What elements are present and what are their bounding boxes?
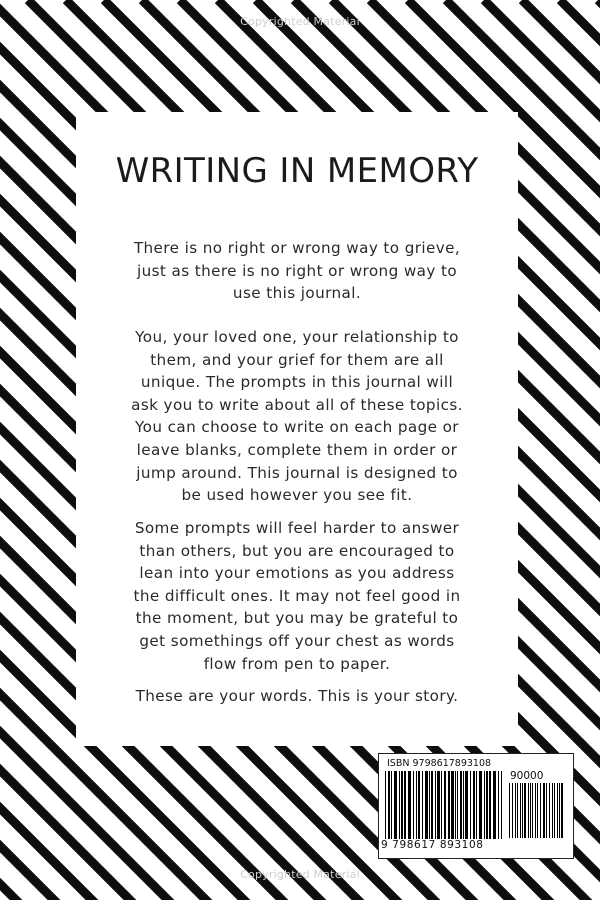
barcode-bar — [493, 771, 496, 839]
text-panel — [76, 112, 518, 746]
barcode-bar — [422, 771, 423, 839]
paragraph-line: lean into your emotions as you address — [139, 564, 455, 583]
paragraph-line: You, your loved one, your relationship to — [135, 328, 459, 346]
barcode-bar — [460, 771, 462, 839]
barcode-bar — [476, 771, 477, 839]
barcode-bar — [470, 771, 471, 839]
barcode-bar — [408, 771, 411, 839]
barcode-bar — [451, 771, 454, 839]
barcode-bar — [549, 783, 550, 838]
barcode-bar — [532, 783, 533, 838]
barcode-bar — [512, 783, 513, 838]
barcode-bar — [517, 783, 518, 838]
barcode-bar — [463, 771, 464, 839]
paragraph-line: You can choose to write on each page or — [135, 418, 459, 437]
barcode-bar — [486, 771, 488, 839]
barcode-bar — [413, 771, 414, 839]
barcode-bar — [484, 771, 485, 839]
paragraph-3 — [86, 517, 508, 675]
barcode-bar — [554, 783, 555, 838]
paragraph-line: use this journal. — [232, 284, 362, 303]
paragraph-line: These are your words. This is your story. — [135, 687, 459, 705]
barcode-bar — [431, 771, 433, 839]
barcode-bar — [479, 771, 482, 839]
barcode-bar — [385, 771, 386, 839]
barcode-digits: 9 798617 893108 — [381, 839, 484, 851]
barcode-bar — [437, 771, 440, 839]
barcode-bar — [561, 783, 563, 838]
barcode-bar — [501, 771, 502, 839]
barcode-bar — [498, 771, 499, 839]
isbn-barcode-block — [378, 753, 574, 859]
barcode-bar — [543, 783, 545, 838]
isbn-label: ISBN 9798617893108 — [387, 758, 492, 769]
barcode-bar — [546, 783, 547, 838]
barcode-bar — [404, 771, 406, 839]
barcode-bar — [435, 771, 436, 839]
barcode-bar — [552, 783, 553, 838]
paragraph-line: ask you to write about all of these topics. — [131, 395, 463, 414]
paragraph-2 — [86, 326, 508, 507]
barcode-bar — [540, 783, 541, 838]
copyright-watermark-bottom: Copyrighted Material — [240, 868, 360, 881]
paragraph-line: There is no right or wrong way to grieve, — [133, 239, 461, 257]
paragraph-line: flow from pen to paper. — [203, 654, 391, 673]
paragraph-line: than others, but you are encouraged to — [139, 541, 455, 560]
barcode-bar — [416, 771, 417, 839]
barcode-bar — [530, 783, 531, 838]
barcode-bar — [473, 771, 475, 839]
paragraph-4 — [86, 685, 508, 708]
paragraph-line: the moment, but you may be grateful to — [135, 609, 459, 628]
paragraph-1 — [86, 237, 508, 305]
barcode-bar — [528, 783, 529, 838]
barcode-bar — [522, 783, 523, 838]
copyright-watermark-top: Copyrighted Material — [240, 15, 360, 28]
paragraph-line: get somethings off your chest as words — [139, 631, 455, 650]
barcode-bar — [455, 771, 456, 839]
barcode-bar — [535, 783, 536, 838]
barcode-bar — [559, 783, 560, 838]
paragraph-line: unique. The prompts in this journal will — [140, 373, 454, 392]
barcode-bar — [399, 771, 400, 839]
paragraph-line: them, and your grief for them are all — [150, 350, 444, 369]
paragraph-line: leave blanks, complete them in order or — [136, 440, 458, 459]
paragraph-line: the difficult ones. It may not feel good in — [133, 586, 461, 605]
barcode-bar — [509, 783, 510, 838]
barcode-bar — [429, 771, 430, 839]
paragraph-line: just as there is no right or wrong way to — [136, 261, 458, 280]
barcode-bar — [465, 771, 468, 839]
barcode-bar — [537, 783, 538, 838]
addon-barcode-bars — [509, 783, 567, 838]
barcode-bar — [515, 783, 516, 838]
barcode-bar — [444, 771, 446, 839]
barcode-bar — [388, 771, 390, 839]
price-code-label: 90000 — [510, 770, 544, 782]
ean-barcode-bars — [385, 771, 505, 841]
paragraph-line: be used however you see fit. — [181, 486, 413, 505]
paragraph-line: jump around. This journal is designed to — [136, 463, 458, 482]
barcode-bar — [520, 783, 521, 838]
barcode-bar — [489, 771, 491, 839]
barcode-bar — [394, 771, 397, 839]
barcode-bar — [441, 771, 442, 839]
cover-title: WRITING IN MEMORY — [115, 151, 479, 191]
barcode-bar — [524, 783, 526, 838]
barcode-bar — [457, 771, 458, 839]
paragraph-line: Some prompts will feel harder to answer — [134, 519, 460, 537]
barcode-bar — [418, 771, 420, 839]
barcode-bar — [425, 771, 428, 839]
barcode-bar — [391, 771, 392, 839]
barcode-bar — [401, 771, 403, 839]
barcode-bar — [557, 783, 558, 838]
barcode-bar — [448, 771, 450, 839]
